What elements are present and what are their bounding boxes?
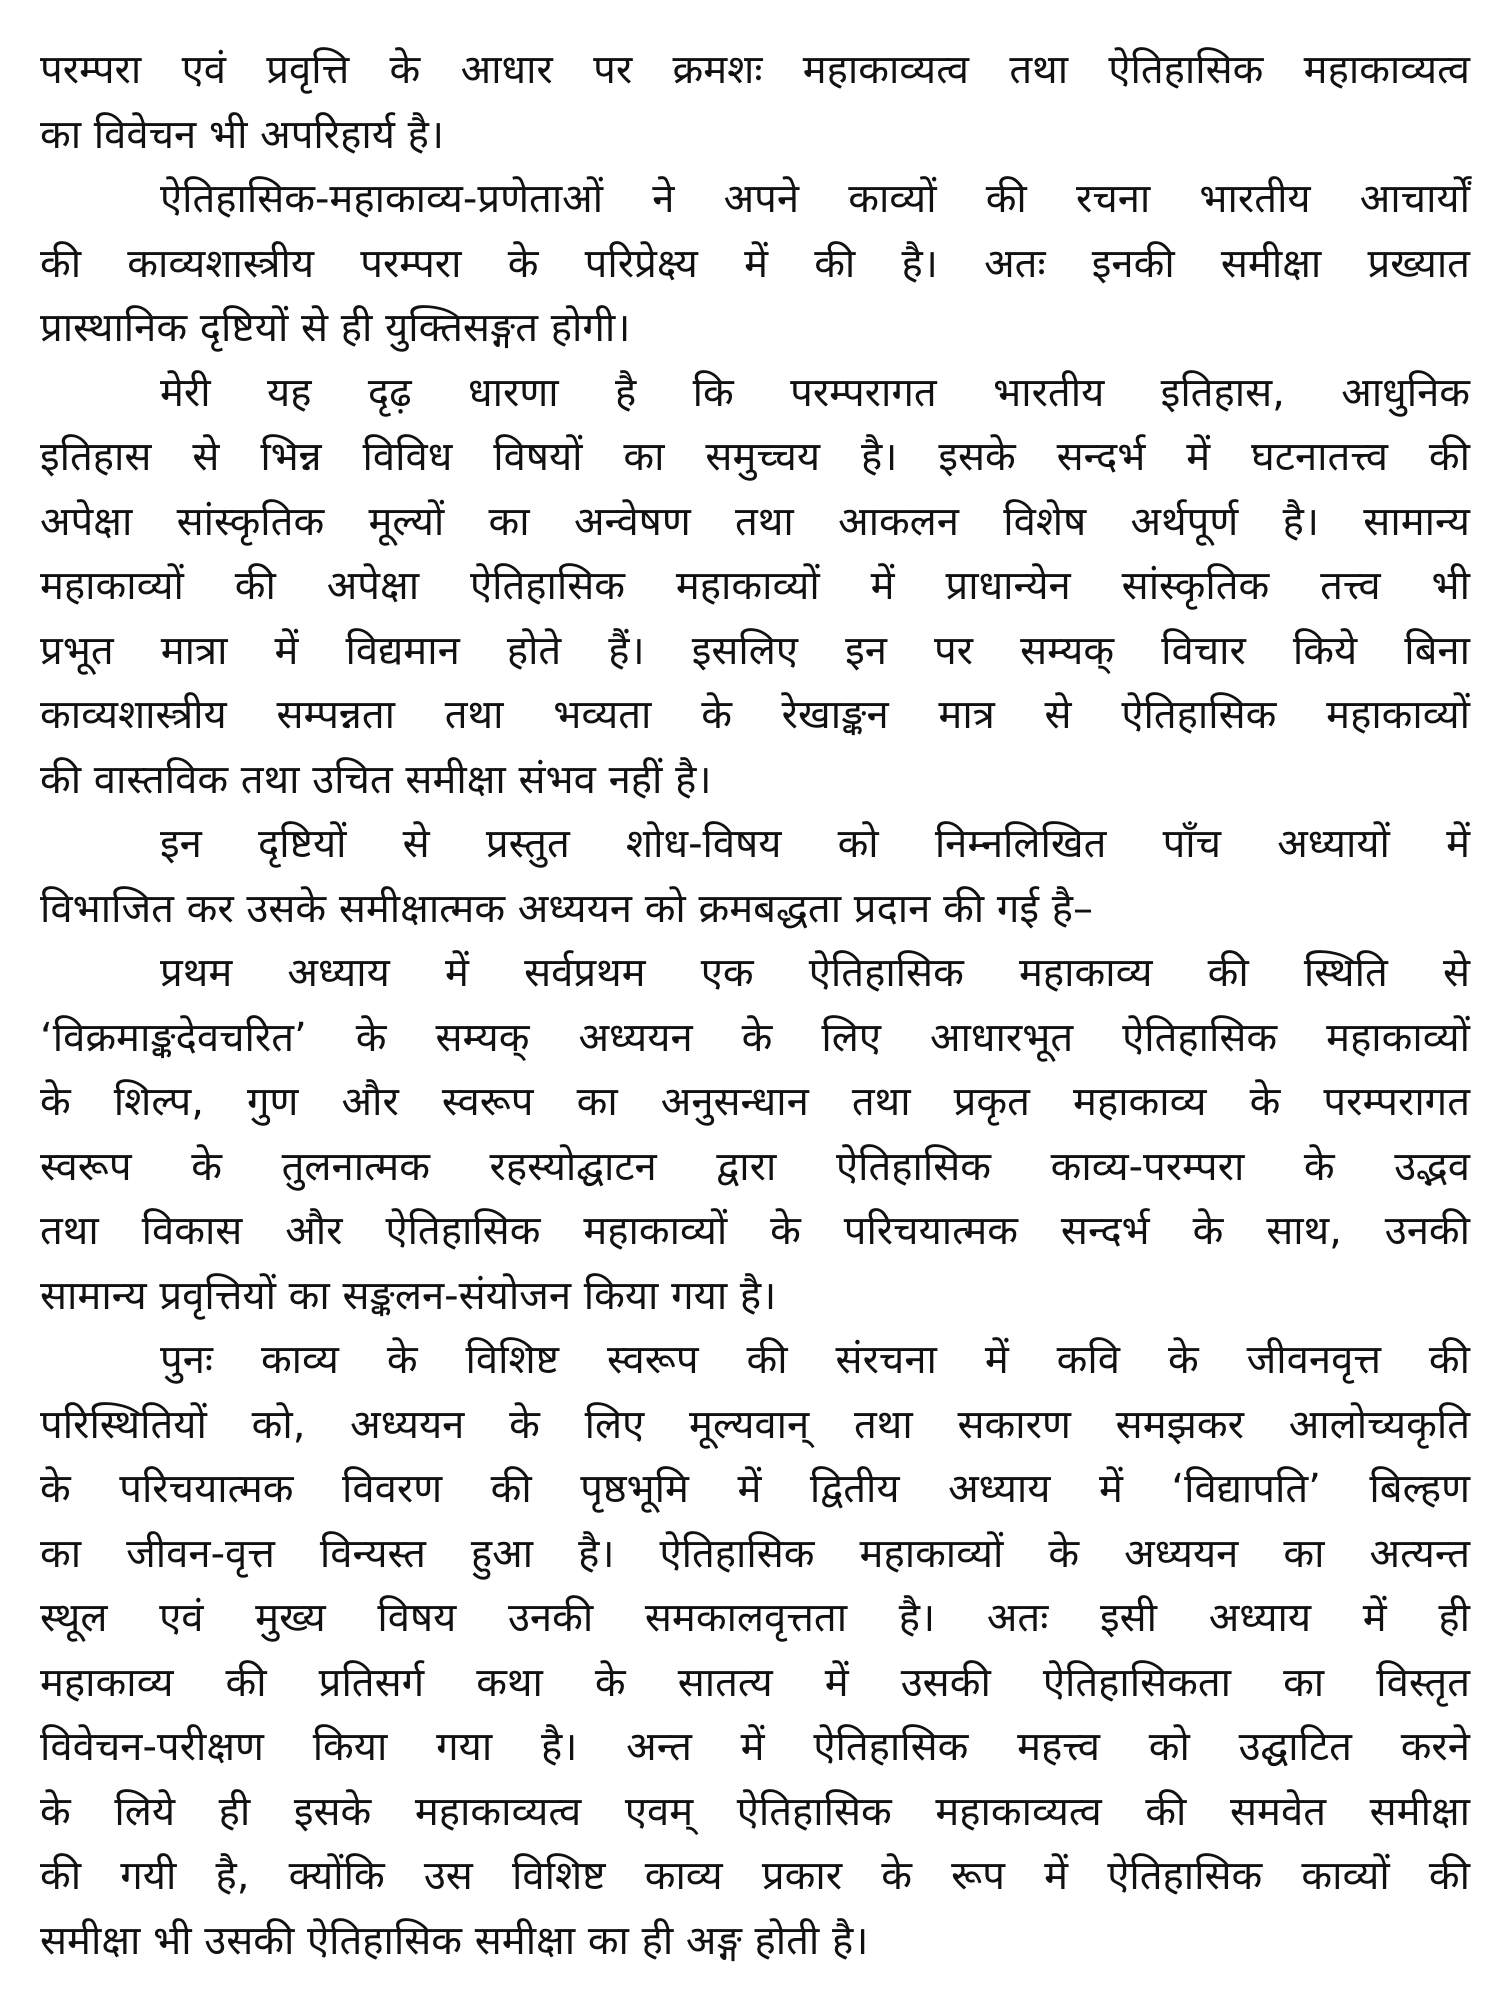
text-line: के लिये ही इसके महाकाव्यत्व एवम् ऐतिहासिक महाकाव्यत्व की समवेत समीक्षा (40, 1788, 1470, 1835)
paragraph-first-line: पुनः काव्य के विशिष्ट स्वरूप की संरचना में कवि के जीवनवृत्त की (160, 1337, 1470, 1383)
text-line: महाकाव्य की प्रतिसर्ग कथा के सातत्य में उसकी ऐतिहासिकता का विस्तृत (40, 1659, 1470, 1706)
text-line: स्वरूप के तुलनात्मक रहस्योद्घाटन द्वारा ऐतिहासिक काव्य-परम्परा के उद्भव (40, 1143, 1470, 1190)
text-line: की काव्यशास्त्रीय परम्परा के परिप्रेक्ष्य में की है। अतः इनकी समीक्षा प्रख्यात (40, 240, 1470, 287)
text-line: का विवेचन भी अपरिहार्य है। (40, 111, 445, 158)
text-line: प्रास्थानिक दृष्टियों से ही युक्तिसङ्गत होगी। (40, 305, 631, 351)
text-line: प्रभूत मात्रा में विद्यमान होते हैं। इसलिए इन पर सम्यक् विचार किये बिना (40, 627, 1470, 674)
text-line: परम्परा एवं प्रवृत्ति के आधार पर क्रमशः महाकाव्यत्व तथा ऐतिहासिक महाकाव्यत्व (40, 47, 1470, 93)
text-line: की वास्तविक तथा उचित समीक्षा संभव नहीं है। (40, 756, 712, 803)
paragraph-first-line: प्रथम अध्याय में सर्वप्रथम एक ऐतिहासिक महाकाव्य की स्थिति से (160, 950, 1470, 996)
text-line: तथा विकास और ऐतिहासिक महाकाव्यों के परिचयात्मक सन्दर्भ के साथ, उनकी (40, 1208, 1470, 1254)
document-page (40, 38, 1470, 1973)
text-line: परिस्थितियों को, अध्ययन के लिए मूल्यवान् तथा सकारण समझकर आलोच्यकृति (40, 1401, 1470, 1448)
text-line: महाकाव्यों की अपेक्षा ऐतिहासिक महाकाव्यों में प्राधान्येन सांस्कृतिक तत्त्व भी (40, 563, 1470, 609)
text-line: के शिल्प, गुण और स्वरूप का अनुसन्धान तथा प्रकृत महाकाव्य के परम्परागत (40, 1079, 1470, 1125)
text-line: सामान्य प्रवृत्तियों का सङ्कलन-संयोजन किया गया है। (40, 1272, 777, 1319)
text-line: अपेक्षा सांस्कृतिक मूल्यों का अन्वेषण तथा आकलन विशेष अर्थपूर्ण है। सामान्य (40, 498, 1470, 545)
paragraph-first-line: इन दृष्टियों से प्रस्तुत शोध-विषय को निम्नलिखित पाँच अध्यायों में (160, 821, 1470, 867)
text-line: समीक्षा भी उसकी ऐतिहासिक समीक्षा का ही अङ्ग होती है। (40, 1917, 869, 1964)
text-line: का जीवन-वृत्त विन्यस्त हुआ है। ऐतिहासिक महाकाव्यों के अध्ययन का अत्यन्त (40, 1530, 1470, 1577)
text-line: विभाजित कर उसके समीक्षात्मक अध्ययन को क्रमबद्धता प्रदान की गई है– (40, 885, 1093, 932)
text-line: विवेचन-परीक्षण किया गया है। अन्त में ऐतिहासिक महत्त्व को उद्घाटित करने (40, 1724, 1470, 1770)
text-line: की गयी है, क्योंकि उस विशिष्ट काव्य प्रकार के रूप में ऐतिहासिक काव्यों की (40, 1853, 1470, 1899)
text-line: के परिचयात्मक विवरण की पृष्ठभूमि में द्वितीय अध्याय में ‘विद्यापति’ बिल्हण (40, 1466, 1470, 1512)
text-line: काव्यशास्त्रीय सम्पन्नता तथा भव्यता के रेखाङ्कन मात्र से ऐतिहासिक महाकाव्यों (40, 692, 1470, 738)
paragraph-first-line: मेरी यह दृढ़ धारणा है कि परम्परागत भारतीय इतिहास, आधुनिक (160, 369, 1470, 416)
text-line: स्थूल एवं मुख्य विषय उनकी समकालवृत्तता है। अतः इसी अध्याय में ही (40, 1595, 1470, 1641)
text-line: ‘विक्रमाङ्कदेवचरित’ के सम्यक् अध्ययन के लिए आधारभूत ऐतिहासिक महाकाव्यों (40, 1014, 1470, 1061)
paragraph-first-line: ऐतिहासिक-महाकाव्य-प्रणेताओं ने अपने काव्यों की रचना भारतीय आचार्यों (160, 176, 1470, 222)
text-line: इतिहास से भिन्न विविध विषयों का समुच्चय है। इसके सन्दर्भ में घटनातत्त्व की (40, 434, 1470, 480)
